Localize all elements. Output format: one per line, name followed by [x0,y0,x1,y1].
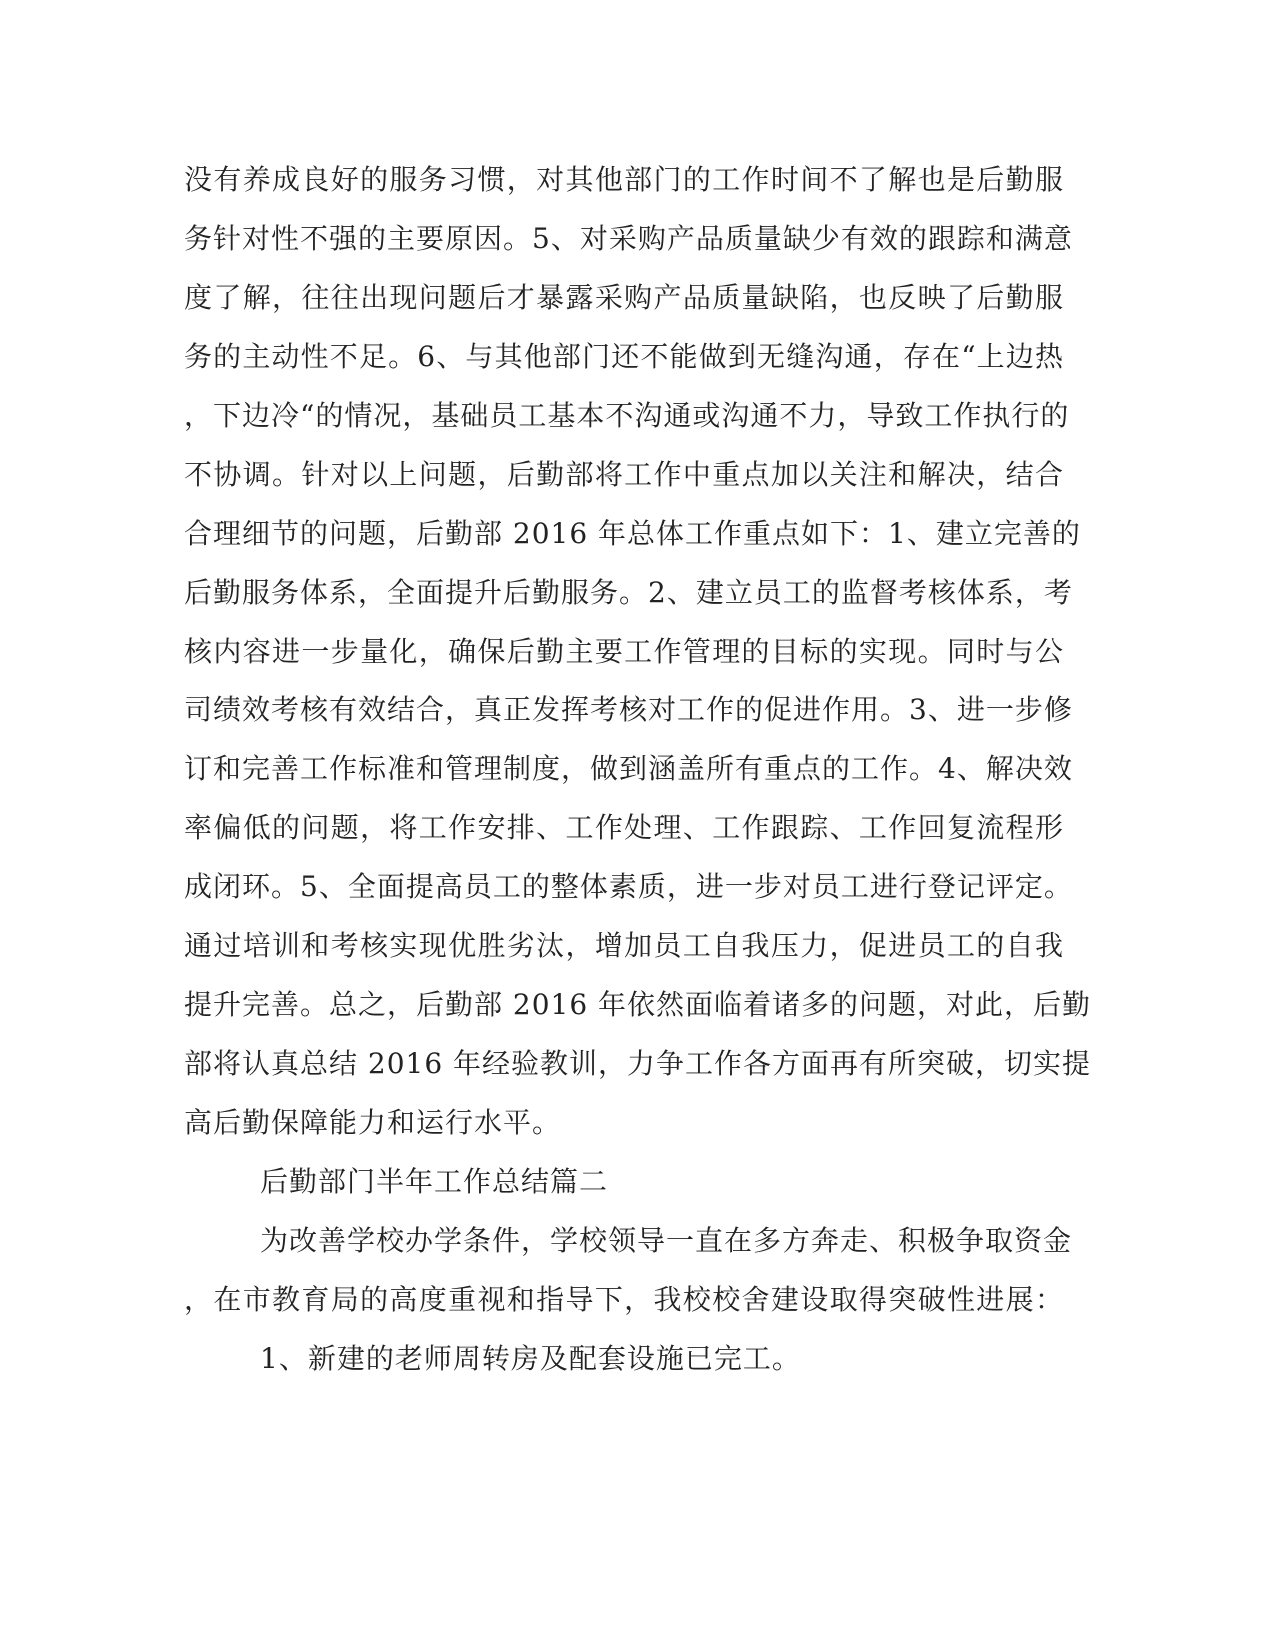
body-text-line: 不协调。针对以上问题，后勤部将工作中重点加以关注和解决，结合 [184,458,1064,491]
paragraph-line: 为改善学校办学条件，学校领导一直在多方奔走、积极争取资金 [260,1224,1073,1257]
body-text-line: 订和完善工作标准和管理制度，做到涵盖所有重点的工作。4、解决效 [184,752,1073,785]
body-text-line: 后勤服务体系，全面提升后勤服务。2、建立员工的监督考核体系，考 [184,576,1073,609]
body-text-line: 高后勤保障能力和运行水平。 [184,1106,562,1139]
body-text-line: 务针对性不强的主要原因。5、对采购产品质量缺少有效的跟踪和满意 [184,222,1073,255]
body-text-line: 度了解，往往出现问题后才暴露采购产品质量缺陷，也反映了后勤服 [184,281,1064,314]
body-text-line: 务的主动性不足。6、与其他部门还不能做到无缝沟通，存在“上边热 [184,340,1064,373]
paragraph-line: ，在市教育局的高度重视和指导下，我校校舍建设取得突破性进展： [184,1283,1064,1316]
body-text-line: 率偏低的问题，将工作安排、工作处理、工作跟踪、工作回复流程形 [184,811,1064,844]
body-text-line: ，下边冷“的情况，基础员工基本不沟通或沟通不力，导致工作执行的 [184,399,1070,432]
body-text-line: 核内容进一步量化，确保后勤主要工作管理的目标的实现。同时与公 [184,635,1064,668]
section-heading: 后勤部门半年工作总结篇二 [260,1165,609,1198]
list-item: 1、新建的老师周转房及配套设施已完工。 [260,1342,801,1375]
body-text-line: 部将认真总结 2016 年经验教训，力争工作各方面再有所突破，切实提 [184,1047,1092,1080]
body-text-line: 提升完善。总之，后勤部 2016 年依然面临着诸多的问题，对此，后勤 [184,988,1092,1021]
body-text-line: 成闭环。5、全面提高员工的整体素质，进一步对员工进行登记评定。 [184,870,1073,903]
body-text-line: 合理细节的问题，后勤部 2016 年总体工作重点如下：1、建立完善的 [184,517,1081,550]
body-text-line: 通过培训和考核实现优胜劣汰，增加员工自我压力，促进员工的自我 [184,929,1064,962]
body-text-line: 没有养成良好的服务习惯，对其他部门的工作时间不了解也是后勤服 [184,163,1064,196]
body-text-line: 司绩效考核有效结合，真正发挥考核对工作的促进作用。3、进一步修 [184,693,1073,726]
